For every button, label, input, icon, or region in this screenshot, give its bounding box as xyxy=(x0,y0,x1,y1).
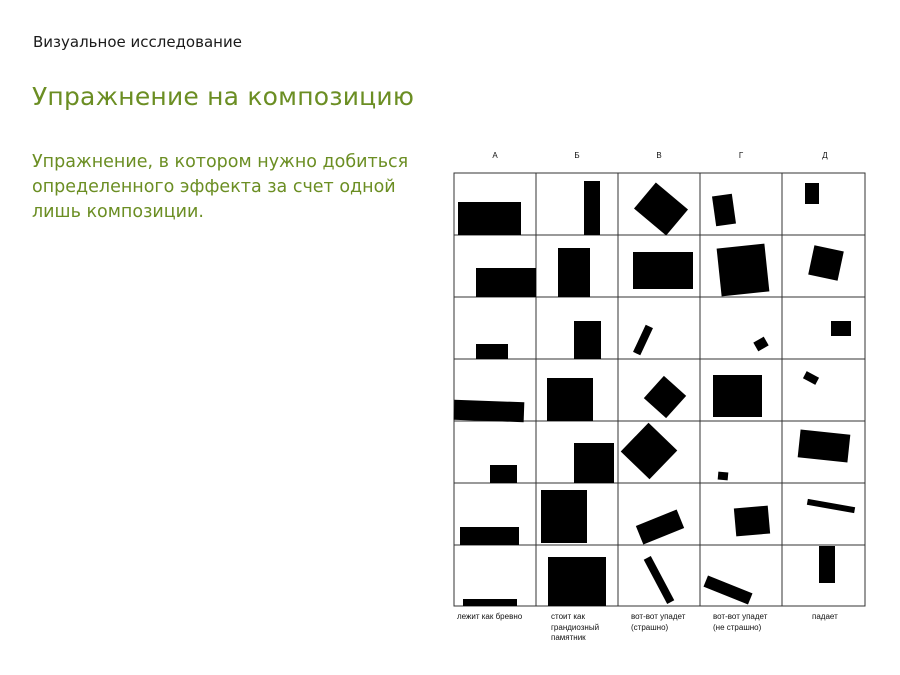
shape-rect xyxy=(808,245,844,281)
shape-rect xyxy=(476,344,508,359)
shape-rect xyxy=(454,400,525,422)
shape-rect xyxy=(713,375,762,417)
shape-rect xyxy=(805,183,819,204)
shape-rect xyxy=(634,182,688,235)
shape-rect xyxy=(807,499,855,513)
shape-rect xyxy=(703,575,752,604)
column-caption-b: стоит как грандиозный памятник xyxy=(551,612,600,642)
page-title: Упражнение на композицию xyxy=(32,82,415,111)
column-caption-g: вот-вот упадет (не страшно) xyxy=(713,612,768,632)
shape-rect xyxy=(460,527,519,545)
shape-rect xyxy=(753,337,768,352)
column-header-v: В xyxy=(656,151,662,160)
column-header-b: Б xyxy=(574,151,580,160)
shape-rect xyxy=(644,376,686,418)
shape-rect xyxy=(734,506,770,537)
shape-rect xyxy=(831,321,851,336)
shape-rect xyxy=(490,465,517,483)
shape-rect xyxy=(803,371,819,385)
shape-rect xyxy=(819,546,835,583)
section-eyebrow: Визуальное исследование xyxy=(33,33,242,51)
shape-rect xyxy=(644,556,675,604)
shape-rect xyxy=(621,423,678,480)
shape-rect xyxy=(548,557,606,606)
shape-rect xyxy=(558,248,590,297)
shape-rect xyxy=(574,443,614,483)
shape-rect xyxy=(633,252,693,289)
shape-rect xyxy=(547,378,593,421)
column-caption-d: падает xyxy=(812,612,838,621)
column-header-a: А xyxy=(492,151,498,160)
shape-rect xyxy=(718,472,729,481)
shape-rect xyxy=(458,202,521,235)
shape-rect xyxy=(463,599,517,606)
column-caption-a: лежит как бревно xyxy=(457,612,523,621)
column-header-g: Г xyxy=(738,151,744,160)
shape-rect xyxy=(636,509,684,544)
column-header-d: Д xyxy=(822,151,828,160)
shape-rect xyxy=(584,181,600,235)
shape-rect xyxy=(633,325,653,356)
shapes xyxy=(454,181,855,606)
shape-rect xyxy=(712,194,736,226)
shape-rect xyxy=(717,244,770,297)
shape-rect xyxy=(798,429,851,462)
shape-rect xyxy=(476,268,536,297)
shape-rect xyxy=(574,321,601,359)
page-description: Упражнение, в котором нужно добиться определенного эффекта за счет одной лишь композиции. xyxy=(32,152,409,222)
shape-rect xyxy=(541,490,587,543)
column-caption-v: вот-вот упадет (страшно) xyxy=(631,612,686,632)
